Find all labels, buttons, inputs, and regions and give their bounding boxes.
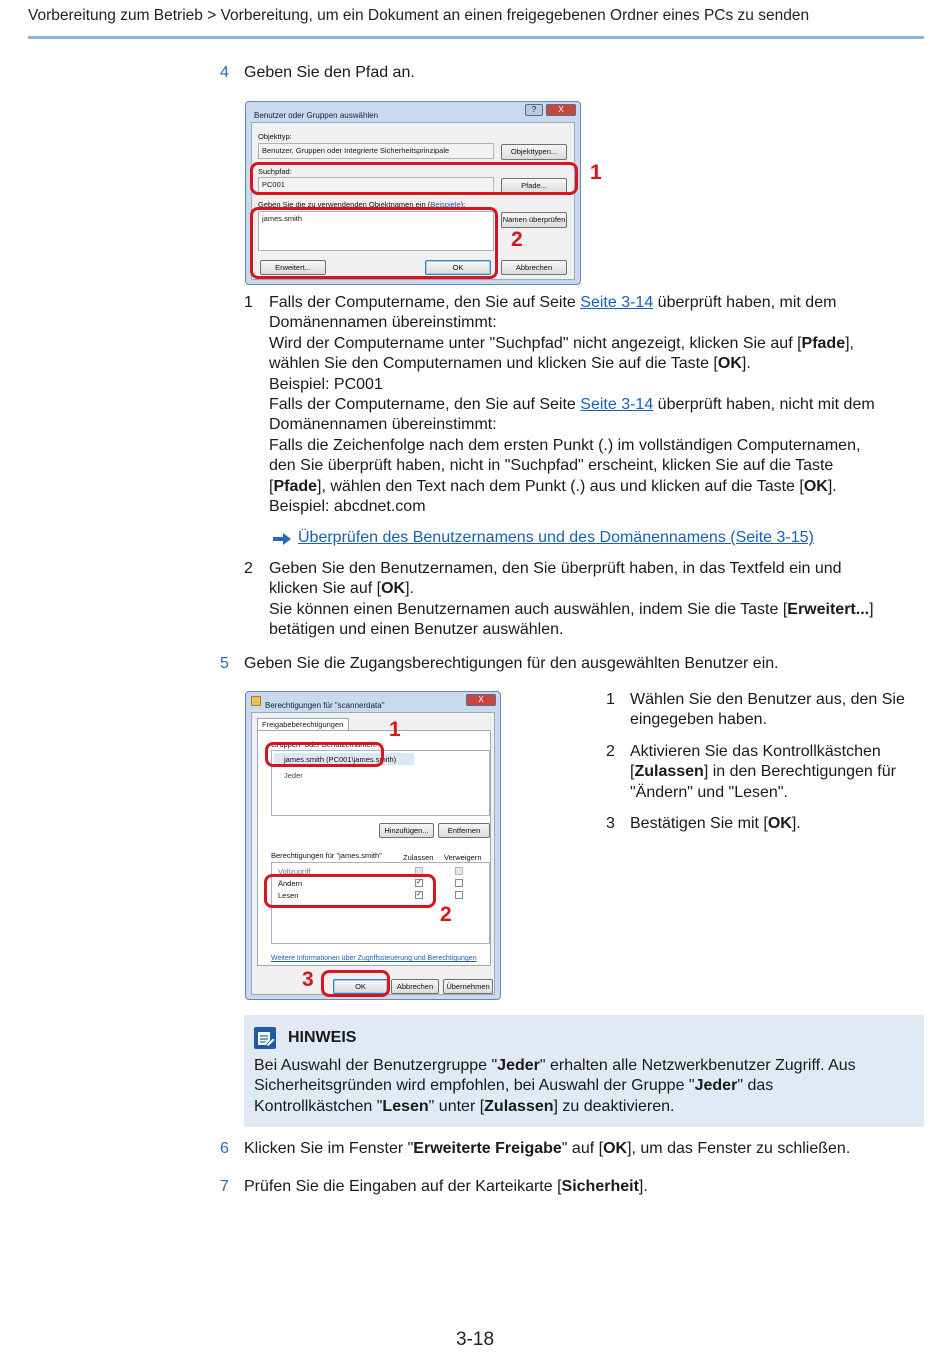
deny-checkbox[interactable]: [455, 879, 463, 887]
reference-link[interactable]: Überprüfen des Benutzernamens und des Domänennamens (Seite 3-15): [298, 529, 814, 546]
permissions-label: Berechtigungen für "james.smith": [271, 851, 382, 860]
list-item-label: james.smith (PC001\james.smith): [284, 755, 397, 764]
groups-label: Gruppen- oder Benutzernamen:: [271, 740, 377, 749]
substep-5-2: 2 Aktivieren Sie das Kontrollkästchen [Zulassen] in den Berechtigungen für "Ändern" und "Lesen".: [606, 743, 896, 801]
highlight-permissions: [264, 874, 436, 908]
examples-link[interactable]: Beispiele: [430, 200, 461, 209]
allow-checkbox[interactable]: ✓: [416, 891, 422, 898]
paths-button[interactable]: Pfade...: [501, 178, 567, 194]
list-item-label: Jeder: [284, 771, 303, 780]
substep-4-2: 2 Geben Sie den Benutzernamen, den Sie überprüft haben, in das Textfeld ein und klicken Sie auf [OK]. Sie können einen Benutzernamen auch auswählen, indem Sie die Taste [Erweitert...] betätigen und einen Benutzer auswählen.: [244, 560, 874, 639]
perm-name: Lesen: [278, 891, 299, 900]
objecttype-label: Objekttyp:: [258, 132, 292, 141]
arrow-right-icon: [272, 532, 292, 546]
callout-3: 3: [302, 968, 314, 991]
deny-checkbox[interactable]: [455, 891, 463, 899]
substep-number: 1: [244, 294, 253, 311]
step-text: Geben Sie die Zugangsberechtigungen für den ausgewählten Benutzer ein.: [244, 655, 779, 672]
highlight-ok: [321, 970, 390, 997]
page-number: 3-18: [455, 1329, 495, 1350]
step-text: Geben Sie den Pfad an.: [244, 64, 415, 81]
step-text: Prüfen Sie die Eingaben auf der Karteikarte [Sicherheit].: [244, 1178, 648, 1195]
list-item[interactable]: [274, 766, 303, 780]
objecttypes-button[interactable]: Objekttypen...: [501, 144, 567, 160]
substep-number: 2: [244, 560, 253, 577]
note-title: HINWEIS: [288, 1029, 357, 1046]
folder-icon: [251, 696, 261, 706]
highlight-searchpath: [250, 162, 578, 195]
step-7: [220, 1177, 648, 1197]
help-icon[interactable]: ?: [525, 104, 543, 116]
note-text: Bei Auswahl der Benutzergruppe "Jeder" erhalten alle Netzwerkbenutzer Zugriff. Aus Sicherheitsgründen wird empfohlen, bei Auswahl der Gruppe "Jeder" das Kontrollkästchen "Lesen" unter [Zulassen] zu deaktivieren.: [254, 1057, 856, 1115]
step-4: [220, 63, 415, 83]
tab-share-permissions[interactable]: Freigabeberechtigungen: [257, 718, 349, 731]
callout-2: 2: [440, 903, 452, 926]
step-number: 7: [220, 1178, 229, 1195]
callout-1: 1: [590, 161, 602, 184]
callout-1: 1: [389, 718, 401, 741]
names-textarea[interactable]: james.smith: [258, 211, 494, 251]
page-link[interactable]: Seite 3-14: [580, 396, 654, 414]
substep-number: 1: [606, 691, 615, 708]
highlight-user: [265, 742, 384, 767]
substep-5-1: 1 Wählen Sie den Benutzer aus, den Sie eingegeben haben.: [606, 691, 905, 729]
apply-button[interactable]: Übernehmen: [443, 979, 493, 994]
searchpath-field: PC001: [258, 177, 494, 193]
check-names-button[interactable]: Namen überprüfen: [501, 212, 567, 228]
searchpath-label: Suchpfad:: [258, 167, 292, 176]
step-6: [220, 1139, 851, 1159]
highlight-names: [250, 207, 498, 279]
step-text: Klicken Sie im Fenster "Erweiterte Freigabe" auf [OK], um das Fenster zu schließen.: [244, 1140, 851, 1157]
remove-button[interactable]: Entfernen: [438, 823, 490, 838]
ok-button[interactable]: OK: [425, 260, 491, 275]
cancel-button[interactable]: Abbrechen: [391, 979, 439, 994]
header-divider: [28, 36, 924, 39]
reference-link-row: [272, 528, 814, 548]
substep-4-1: 1 Falls der Computername, den Sie auf Seite Seite 3-14 überprüft haben, mit dem Domänennamen übereinstimmt: Wird der Computername unter "Suchpfad" nicht angezeigt, klicken Sie auf [Pfade], wählen Sie den Computernamen und klicken Sie auf die Taste [OK]. Beispiel: PC001 Falls der Computername, den Sie auf Seite Seite 3-14 überprüft haben, nicht mit dem Domänennamen übereinstimmt: Falls die Zeichenfolge nach dem ersten Punkt (.) im vollständigen Computernamen, den Sie überprüft haben, nicht in "Suchpfad" erscheint, klicken Sie auf die Taste [Pfade], wählen den Text nach dem Punkt (.) aus und klicken auf die Taste [OK]. Beispiel: abcdnet.com: [244, 294, 875, 516]
step-number: 5: [220, 655, 229, 672]
substep-5-3: 3 Bestätigen Sie mit [OK].: [606, 814, 926, 834]
step-number: 4: [220, 64, 229, 81]
column-allow: Zulassen: [403, 853, 434, 862]
add-button[interactable]: Hinzufügen...: [379, 823, 434, 838]
note-box: [244, 1015, 924, 1127]
note-icon: [254, 1027, 276, 1049]
column-deny: Verweigern: [444, 853, 482, 862]
objecttype-field: Benutzer, Gruppen oder Integrierte Sicherheitsprinzipale: [258, 143, 494, 159]
step-number: 6: [220, 1140, 229, 1157]
breadcrumb: Vorbereitung zum Betrieb > Vorbereitung, um ein Dokument an einen freigegebenen Ordner eines PCs zu senden: [28, 7, 810, 24]
callout-2: 2: [511, 228, 523, 251]
step-5: [220, 654, 779, 674]
substep-number: 2: [606, 743, 615, 760]
info-link[interactable]: Weitere Informationen über Zugriffssteuerung und Berechtigungen: [271, 955, 477, 962]
allow-checkbox[interactable]: ✓: [416, 879, 422, 886]
substep-number: 3: [606, 815, 615, 832]
cancel-button[interactable]: Abbrechen: [501, 260, 567, 275]
page-link[interactable]: Seite 3-14: [580, 294, 654, 311]
dialog-title: Berechtigungen für "scannerdata": [265, 701, 385, 710]
close-icon[interactable]: X: [546, 104, 576, 116]
perm-name: Ändern: [278, 879, 303, 888]
dialog-title: Benutzer oder Gruppen auswählen: [254, 111, 379, 120]
perm-name: Vollzugriff: [278, 867, 311, 876]
ok-button[interactable]: OK: [333, 979, 388, 994]
advanced-button[interactable]: Erweitert...: [260, 260, 326, 275]
permissions-dialog: [245, 691, 501, 1000]
deny-checkbox[interactable]: [455, 867, 463, 875]
names-label: Geben Sie die zu verwendenden Objektnamen ein (Beispiele):: [258, 200, 466, 209]
close-icon[interactable]: X: [466, 694, 496, 706]
